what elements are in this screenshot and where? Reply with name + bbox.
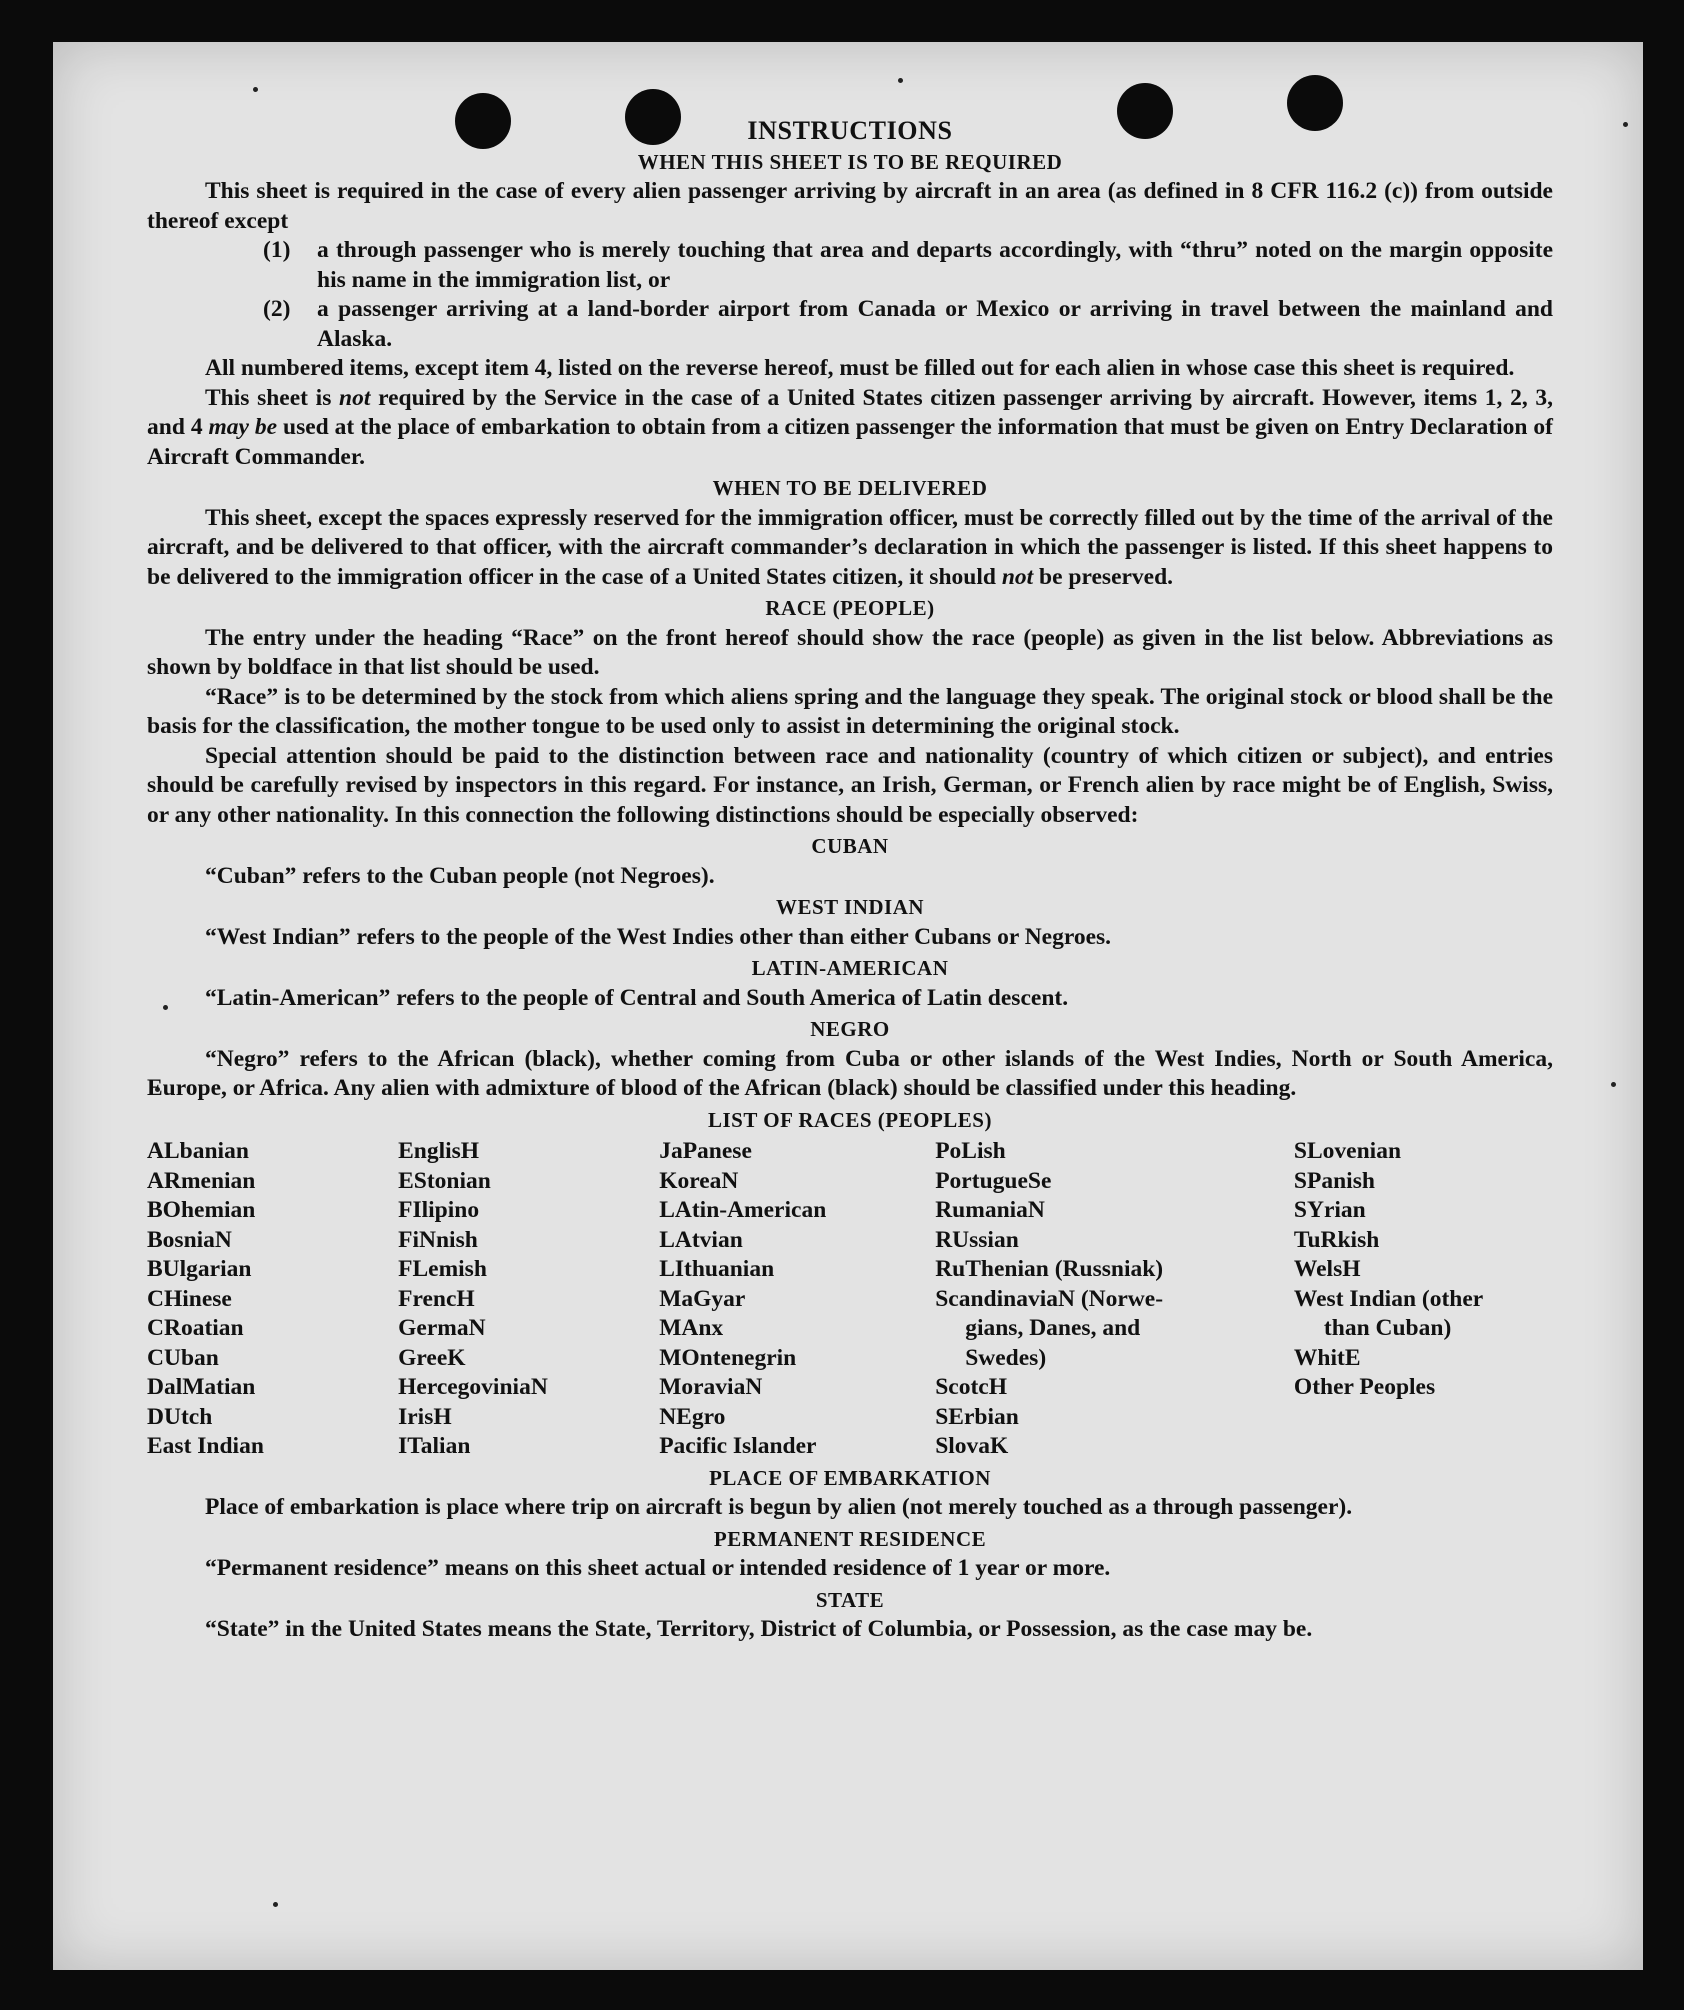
heading-negro: NEGRO	[810, 1017, 890, 1041]
para-when-required-intro: This sheet is required in the case of every alien passenger arriving by aircraft in an area (as defined in 8 CFR 116.2 (c)) from outside thereof except	[147, 178, 1553, 234]
ink-speck	[898, 78, 903, 83]
race-entry: RUssian	[935, 1226, 1019, 1253]
exception-number: (1)	[263, 237, 291, 263]
race-entry: Other Peoples	[1293, 1374, 1436, 1400]
race-entry: GermaN	[398, 1315, 486, 1341]
instructions-body	[147, 114, 1553, 1645]
para-numbered-items: All numbered items, except item 4, listed on the reverse hereof, must be filled out for each alien in whose case this sheet is required.	[205, 355, 1515, 381]
para-cuban: “Cuban” refers to the Cuban people (not Negroes).	[205, 862, 715, 889]
heading-west-indian: WEST INDIAN	[775, 895, 925, 919]
race-list	[147, 1137, 1553, 1462]
race-entry: EStonian	[398, 1167, 491, 1194]
race-entry: EnglisH	[398, 1138, 480, 1164]
race-entry-continued: Swedes)	[965, 1344, 1047, 1371]
para-latin-american: “Latin-American” refers to the people of Central and South America of Latin descent.	[205, 984, 1069, 1011]
race-entry: ScotcH	[935, 1374, 1007, 1400]
race-entry: JaPanese	[659, 1138, 752, 1164]
race-entry: LIthuanian	[659, 1256, 775, 1282]
text-run-italic: not	[339, 384, 371, 411]
para-race-3: Special attention should be paid to the distinction between race and nationality (country of which citizen or subject), and entries should be carefully revised by inspectors in this regard. For instance, an Irish, German, or French alien by race might be of English, Swiss, or any other nationality. In this connection the following distinctions should be especially observed:	[147, 742, 1553, 828]
race-entry: Pacific Islander	[659, 1433, 817, 1459]
heading-latin-american: LATIN-AMERICAN	[751, 956, 949, 980]
race-entry: MoraviaN	[659, 1374, 763, 1400]
race-column	[935, 1137, 1294, 1462]
race-entry: SYrian	[1293, 1197, 1366, 1223]
heading-permanent-residence: PERMANENT RESIDENCE	[713, 1526, 987, 1551]
race-entry: IrisH	[398, 1403, 452, 1430]
race-entry-continued: gians, Danes, and	[965, 1315, 1141, 1341]
ink-speck	[273, 1902, 278, 1907]
text-run-italic: may be	[208, 414, 278, 440]
race-entry: GreeK	[398, 1344, 466, 1371]
race-entry: West Indian (other	[1293, 1285, 1484, 1312]
para-embarkation: Place of embarkation is place where trip on aircraft is begun by alien (not merely touched as a through passenger).	[205, 1494, 1353, 1520]
race-entry: CHinese	[147, 1285, 232, 1312]
race-entry: ARmenian	[147, 1167, 256, 1194]
race-entry: SPanish	[1293, 1167, 1375, 1194]
race-entry: BosniaN	[147, 1226, 232, 1253]
race-entry: MOntenegrin	[659, 1344, 797, 1371]
race-entry: WelsH	[1293, 1256, 1361, 1282]
heading-when-delivered: WHEN TO BE DELIVERED	[712, 476, 988, 500]
para-negro: “Negro” refers to the African (black), whether coming from Cuba or other islands of the West Indies, North or South America, Europe, or Africa. Any alien with admixture of blood of the African (black) should be classified under this heading.	[147, 1045, 1553, 1101]
para-race-1: The entry under the heading “Race” on the front hereof should show the race (people) as given in the list below. Abbreviations as shown by boldface in that list should be used.	[147, 624, 1553, 680]
race-entry: WhitE	[1293, 1344, 1361, 1371]
heading-list-of-races: LIST OF RACES (PEOPLES)	[708, 1107, 992, 1132]
race-entry: FLemish	[398, 1256, 487, 1282]
race-entry: BUlgarian	[147, 1256, 252, 1282]
heading-when-required: WHEN THIS SHEET IS TO BE REQUIRED	[637, 149, 1063, 174]
race-column	[1294, 1137, 1553, 1462]
race-entry-continued: than Cuban)	[1323, 1315, 1452, 1341]
race-entry: ITalian	[398, 1433, 471, 1459]
document-sheet	[53, 42, 1643, 1970]
race-entry: TuRkish	[1293, 1226, 1380, 1253]
text-run: This sheet, except the spaces expressly reserved for the immigration officer, must be correctly filled out by the time of the arrival of the aircraft, and be delivered to that officer, with the aircraft commander’s declaration in which the passenger is listed. If this sheet happens to be delivered to the immigration officer in the case of a United States citizen, it should	[147, 504, 1553, 590]
exception-text: a passenger arriving at a land-border airport from Canada or Mexico or arriving in travel between the mainland and Alaska.	[317, 296, 1553, 352]
race-entry: SErbian	[935, 1403, 1019, 1430]
race-entry: CUban	[147, 1344, 219, 1371]
race-entry: FrencH	[398, 1285, 475, 1312]
text-run: required by the Service in the case of a United States citizen passenger arriving by aircraft. However, items 1, 2, 3, and 4	[147, 384, 1554, 440]
race-entry: LAtvian	[659, 1226, 743, 1253]
race-entry: ScandinaviaN (Norwe-	[935, 1285, 1164, 1312]
heading-embarkation: PLACE OF EMBARKATION	[709, 1465, 991, 1490]
race-entry: FiNnish	[398, 1226, 478, 1253]
race-entry: MaGyar	[659, 1285, 746, 1312]
race-column	[147, 1137, 398, 1462]
exception-text: a through passenger who is merely touching that area and departs accordingly, with “thru” noted on the margin opposite his name in the immigration list, or	[317, 237, 1553, 293]
exception-item	[263, 295, 1553, 354]
race-entry: RumaniaN	[935, 1197, 1045, 1223]
race-entry: MAnx	[659, 1315, 724, 1341]
para-west-indian: “West Indian” refers to the people of the West Indies other than either Cubans or Negroes.	[205, 923, 1112, 950]
race-entry: DalMatian	[147, 1374, 256, 1400]
race-entry: East Indian	[147, 1433, 264, 1459]
race-entry: FIlipino	[398, 1197, 480, 1223]
text-run: used at the place of embarkation to obtain from a citizen passenger the information that must be given on Entry Declaration of Aircraft Commander.	[147, 414, 1554, 470]
text-run: be preserved.	[1033, 563, 1174, 590]
race-entry: SlovaK	[935, 1433, 1009, 1459]
para-citizen	[147, 384, 1553, 473]
race-entry: KoreaN	[659, 1167, 739, 1194]
exception-number: (2)	[263, 296, 291, 322]
race-entry: LAtin-American	[659, 1197, 827, 1223]
race-entry: SLovenian	[1293, 1138, 1402, 1164]
race-entry: RuThenian (Russniak)	[935, 1256, 1164, 1282]
document-title: INSTRUCTIONS	[747, 116, 953, 145]
race-entry: DUtch	[147, 1403, 213, 1430]
text-run-italic: not	[1001, 563, 1034, 590]
race-entry: PoLish	[935, 1138, 1006, 1164]
para-race-2: “Race” is to be determined by the stock from which aliens spring and the language they speak. The original stock or blood shall be the basis for the classification, the mother tongue to be used only to assist in determining the original stock.	[147, 683, 1553, 739]
race-entry: ALbanian	[147, 1138, 249, 1164]
exception-item	[263, 236, 1553, 295]
race-entry: HercegoviniaN	[398, 1374, 548, 1400]
race-entry: NEgro	[659, 1403, 726, 1430]
ink-speck	[1611, 1082, 1616, 1087]
race-entry: PortugueSe	[935, 1167, 1052, 1194]
ink-speck	[253, 87, 258, 92]
heading-cuban: CUBAN	[811, 834, 889, 858]
heading-state: STATE	[815, 1587, 885, 1612]
race-entry: BOhemian	[147, 1197, 256, 1223]
text-run: This sheet is	[205, 384, 340, 411]
ink-speck	[1623, 122, 1628, 127]
para-state: “State” in the United States means the State, Territory, District of Columbia, or Possession, as the case may be.	[205, 1616, 1313, 1642]
race-entry: CRoatian	[147, 1315, 244, 1341]
para-when-delivered	[147, 504, 1553, 593]
race-column	[659, 1137, 935, 1462]
heading-race: RACE (PEOPLE)	[765, 596, 935, 620]
para-permanent-residence: “Permanent residence” means on this sheet actual or intended residence of 1 year or more.	[205, 1555, 1111, 1581]
race-column	[398, 1137, 659, 1462]
